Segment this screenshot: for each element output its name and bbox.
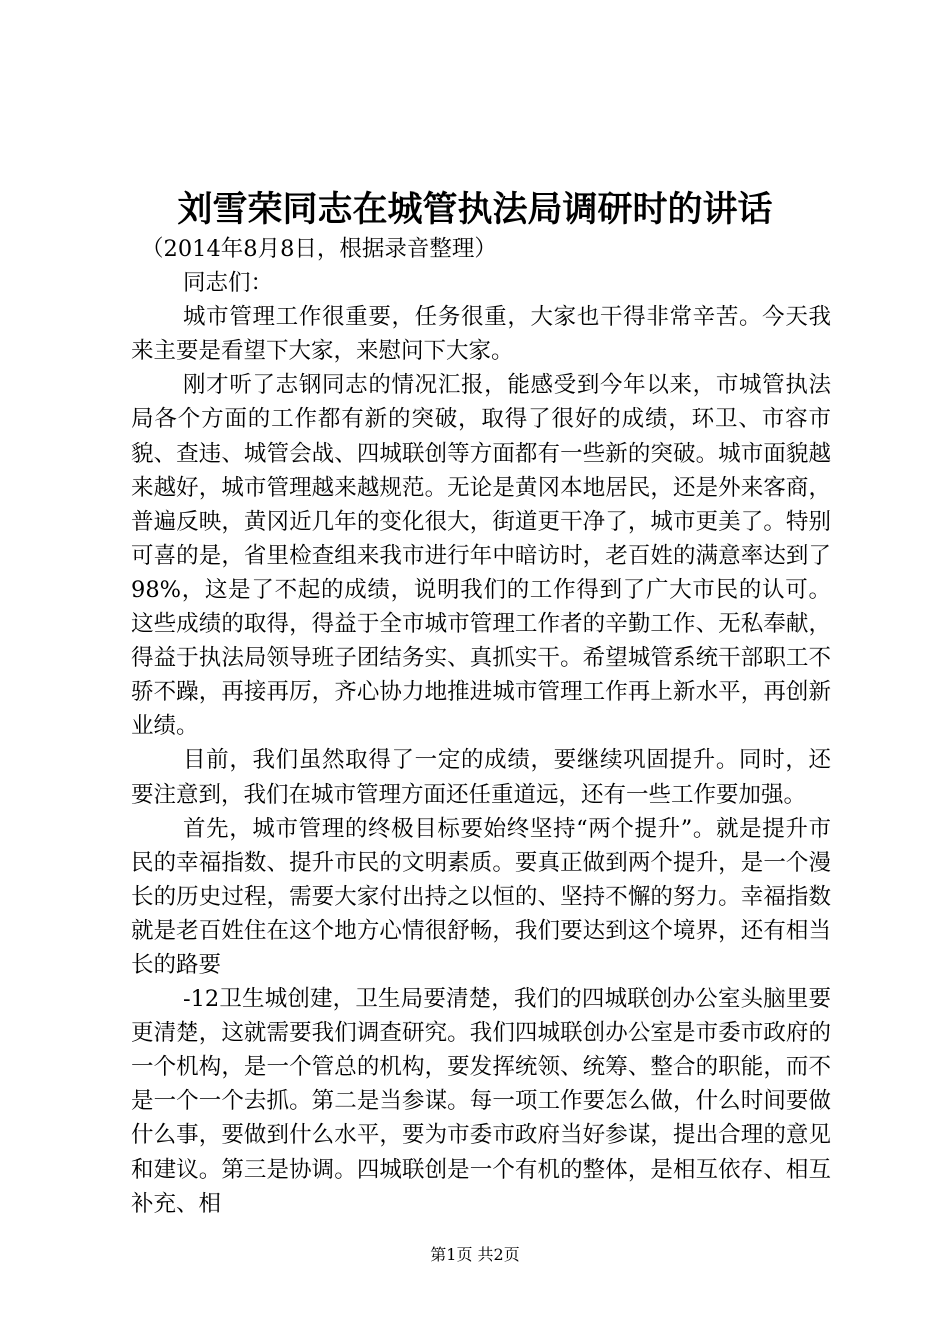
salutation: 同志们： (183, 270, 274, 297)
document-body (131, 232, 831, 1221)
paragraph: 首先，城市管理的终极目标要始终坚持“两个提升”。就是提升市民的幸福指数、提升市民的文明素质。要真正做到两个提升，是一个漫长的历史过程，需要大家付出持之以恒的、坚持不懈的努力。幸福指数就是老百姓住在这个地方心情很舒畅，我们要达到这个境界，还有相当长的路要 (131, 815, 831, 978)
document-subtitle: （2014年8月8日，根据录音整理） (141, 236, 497, 262)
paragraph: 刚才听了志钢同志的情况汇报，能感受到今年以来，市城管执法局各个方面的工作都有新的突破，取得了很好的成绩，环卫、市容市貌、查违、城管会战、四城联创等方面都有一些新的突破。城市面貌越来越好，城市管理越来越规范。无论是黄冈本地居民，还是外来客商，普遍反映，黄冈近几年的变化很大，街道更干净了，城市更美了。特别可喜的是，省里检查组来我市进行年中暗访时，老百姓的满意率达到了98%，这是了不起的成绩，说明我们的工作得到了广大市民的认可。这些成绩的取得，得益于全市城市管理工作者的辛勤工作、无私奉献，得益于执法局领导班子团结务实、真抓实干。希望城管系统干部职工不骄不躁，再接再厉，齐心协力地推进城市管理工作再上新水平，再创新业绩。 (131, 372, 831, 740)
document-title: 刘雪荣同志在城管执法局调研时的讲话 (177, 189, 773, 230)
paragraph: 目前，我们虽然取得了一定的成绩，要继续巩固提升。同时，还要注意到，我们在城市管理方面还任重道远，还有一些工作要加强。 (131, 747, 831, 808)
paragraph: -12卫生城创建，卫生局要清楚，我们的四城联创办公室头脑里要更清楚，这就需要我们调查研究。我们四城联创办公室是市委市政府的一个机构，是一个管总的机构，要发挥统领、统筹、整合的职能，而不是一个一个去抓。第二是当参谋。每一项工作要怎么做，什么时间要做什么事，要做到什么水平，要为市委市政府当好参谋，提出合理的意见和建议。第三是协调。四城联创是一个有机的整体，是相互依存、相互补充、相 (131, 986, 831, 1217)
page-number-footer: 第1页 共2页 (430, 1245, 520, 1264)
paragraph: 城市管理工作很重要，任务很重，大家也干得非常辛苦。今天我来主要是看望下大家，来慰问下大家。 (131, 304, 831, 365)
